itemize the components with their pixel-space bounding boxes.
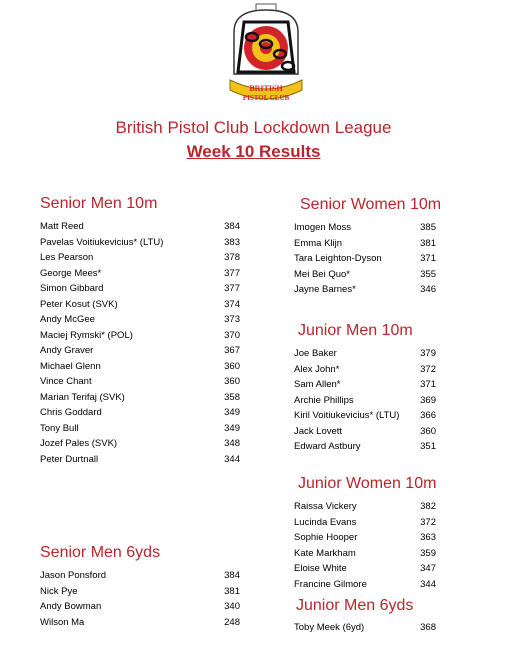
section-junior-women-10m [294,475,464,590]
competitor-name: Edward Astbury [294,441,361,452]
competitor-score: 370 [224,329,240,341]
logo-banner-text-2: PISTOL CLUB [242,94,290,102]
competitor-score: 381 [420,237,436,249]
section-junior-men-10m [294,322,464,452]
result-row [294,515,464,530]
result-row [40,584,240,599]
result-row [40,328,240,343]
competitor-score: 347 [420,563,436,574]
competitor-name: Jack Lovett [294,425,343,437]
page-title: British Pistol Club Lockdown League [115,118,392,137]
competitor-score: 369 [420,394,436,406]
section-senior-men-6yds [40,544,240,628]
competitor-score: 360 [420,425,436,437]
competitor-name: Andy Graver [40,345,94,356]
competitor-name: Simon Gibbard [40,283,104,294]
competitor-name: Sam Allen* [294,379,341,390]
competitor-name: Peter Kosut (SVK) [40,298,118,310]
result-row [294,408,464,423]
result-row [294,393,464,408]
logo-banner-text: BRITISH [249,84,283,93]
competitor-score: 355 [420,268,436,280]
competitor-name: Mei Bei Quo* [294,268,350,280]
competitor-name: Sophie Hooper [294,532,358,543]
competitor-score: 368 [420,622,436,633]
competitor-score: 382 [420,501,436,512]
section-junior-men-6yds [294,597,464,633]
result-row [294,546,464,561]
competitor-name: Eloise White [294,563,347,574]
competitor-name: Jayne Barnes* [294,284,356,295]
result-row [40,599,240,614]
competitor-score: 372 [420,516,436,528]
section-senior-men-10m [40,195,240,465]
result-row [40,266,240,281]
competitor-name: Alex John* [294,363,340,375]
result-row [40,281,240,296]
competitor-name: Joe Baker [294,348,337,359]
competitor-score: 248 [224,616,240,628]
result-row [294,377,464,392]
competitor-score: 374 [224,298,240,310]
competitor-score: 385 [420,222,436,233]
competitor-name: Wilson Ma [40,616,85,628]
competitor-score: 371 [420,253,436,264]
result-row [40,359,240,374]
result-row [294,362,464,377]
result-row [40,219,240,234]
result-row [294,577,464,592]
competitor-name: Lucinda Evans [294,516,357,528]
competitor-score: 340 [224,601,240,612]
competitor-name: Matt Reed [40,221,84,232]
competitor-score: 363 [420,532,436,543]
result-row [294,236,464,251]
section-title: Senior Men 10m [40,195,158,212]
competitor-score: 360 [224,360,240,372]
competitor-name: Andy McGee [40,314,95,325]
club-logo [226,2,306,108]
competitor-score: 384 [224,570,240,581]
page-subtitle: Week 10 Results [186,142,321,161]
result-row [294,424,464,439]
result-row [294,220,464,235]
competitor-score: 344 [224,453,240,465]
competitor-score: 377 [224,283,240,294]
competitor-name: Jason Ponsford [40,570,107,581]
competitor-name: Kate Markham [294,547,356,559]
competitor-name: Vince Chant [40,376,92,387]
competitor-name: Peter Durtnall [40,453,99,465]
competitor-name: Nick Pye [40,585,78,597]
result-row [40,568,240,583]
section-title: Senior Women 10m [300,196,442,213]
competitor-score: 379 [420,348,436,359]
competitor-score: 381 [224,585,240,597]
competitor-name: Maciej Rymski* (POL) [40,329,133,341]
competitor-score: 349 [224,422,240,434]
competitor-score: 378 [224,252,240,263]
section-title: Junior Men 10m [298,322,413,339]
result-row [40,615,240,630]
result-row [294,267,464,282]
competitor-score: 373 [224,314,240,325]
section-title: Senior Men 6yds [40,544,161,561]
competitor-name: Tony Bull [40,422,79,434]
competitor-score: 351 [420,441,436,452]
competitor-score: 371 [420,379,436,390]
result-row [40,405,240,420]
result-row [40,235,240,250]
section-senior-women-10m [294,196,464,295]
result-row [294,620,464,635]
competitor-score: 372 [420,363,436,375]
competitor-score: 349 [224,407,240,418]
competitor-name: Marian Terifaj (SVK) [40,391,125,403]
result-row [40,250,240,265]
competitor-name: Kiril Voitiukevicius* (LTU) [294,410,400,421]
competitor-score: 344 [420,578,436,590]
result-row [294,499,464,514]
competitor-name: George Mees* [40,267,102,279]
result-row [294,251,464,266]
competitor-score: 359 [420,547,436,559]
result-row [294,561,464,576]
competitor-name: Emma Klijn [294,237,343,249]
section-title: Junior Men 6yds [296,597,414,614]
competitor-name: Raissa Vickery [294,501,357,512]
competitor-name: Archie Phillips [294,394,354,406]
section-title: Junior Women 10m [298,475,437,492]
result-row [40,452,240,467]
competitor-score: 383 [224,236,240,248]
competitor-name: Toby Meek (6yd) [294,622,365,633]
competitor-name: Jozef Pales (SVK) [40,438,118,449]
competitor-score: 384 [224,221,240,232]
competitor-score: 348 [224,438,240,449]
result-row [294,439,464,454]
result-row [40,343,240,358]
competitor-name: Les Pearson [40,252,94,263]
competitor-score: 366 [420,410,436,421]
result-row [40,390,240,405]
competitor-name: Andy Bowman [40,601,102,612]
competitor-score: 360 [224,376,240,387]
result-row [40,436,240,451]
result-row [40,312,240,327]
competitor-name: Michael Glenn [40,360,101,372]
result-row [294,282,464,297]
result-row [40,297,240,312]
result-row [40,421,240,436]
result-row [40,374,240,389]
competitor-name: Tara Leighton-Dyson [294,253,382,264]
result-row [294,530,464,545]
competitor-score: 367 [224,345,240,356]
competitor-name: Pavelas Voitiukevicius* (LTU) [40,236,164,248]
competitor-name: Francine Gilmore [294,578,367,590]
result-row [294,346,464,361]
competitor-score: 358 [224,391,240,403]
competitor-name: Imogen Moss [294,222,352,233]
competitor-score: 377 [224,267,240,279]
competitor-score: 346 [420,284,436,295]
competitor-name: Chris Goddard [40,407,102,418]
